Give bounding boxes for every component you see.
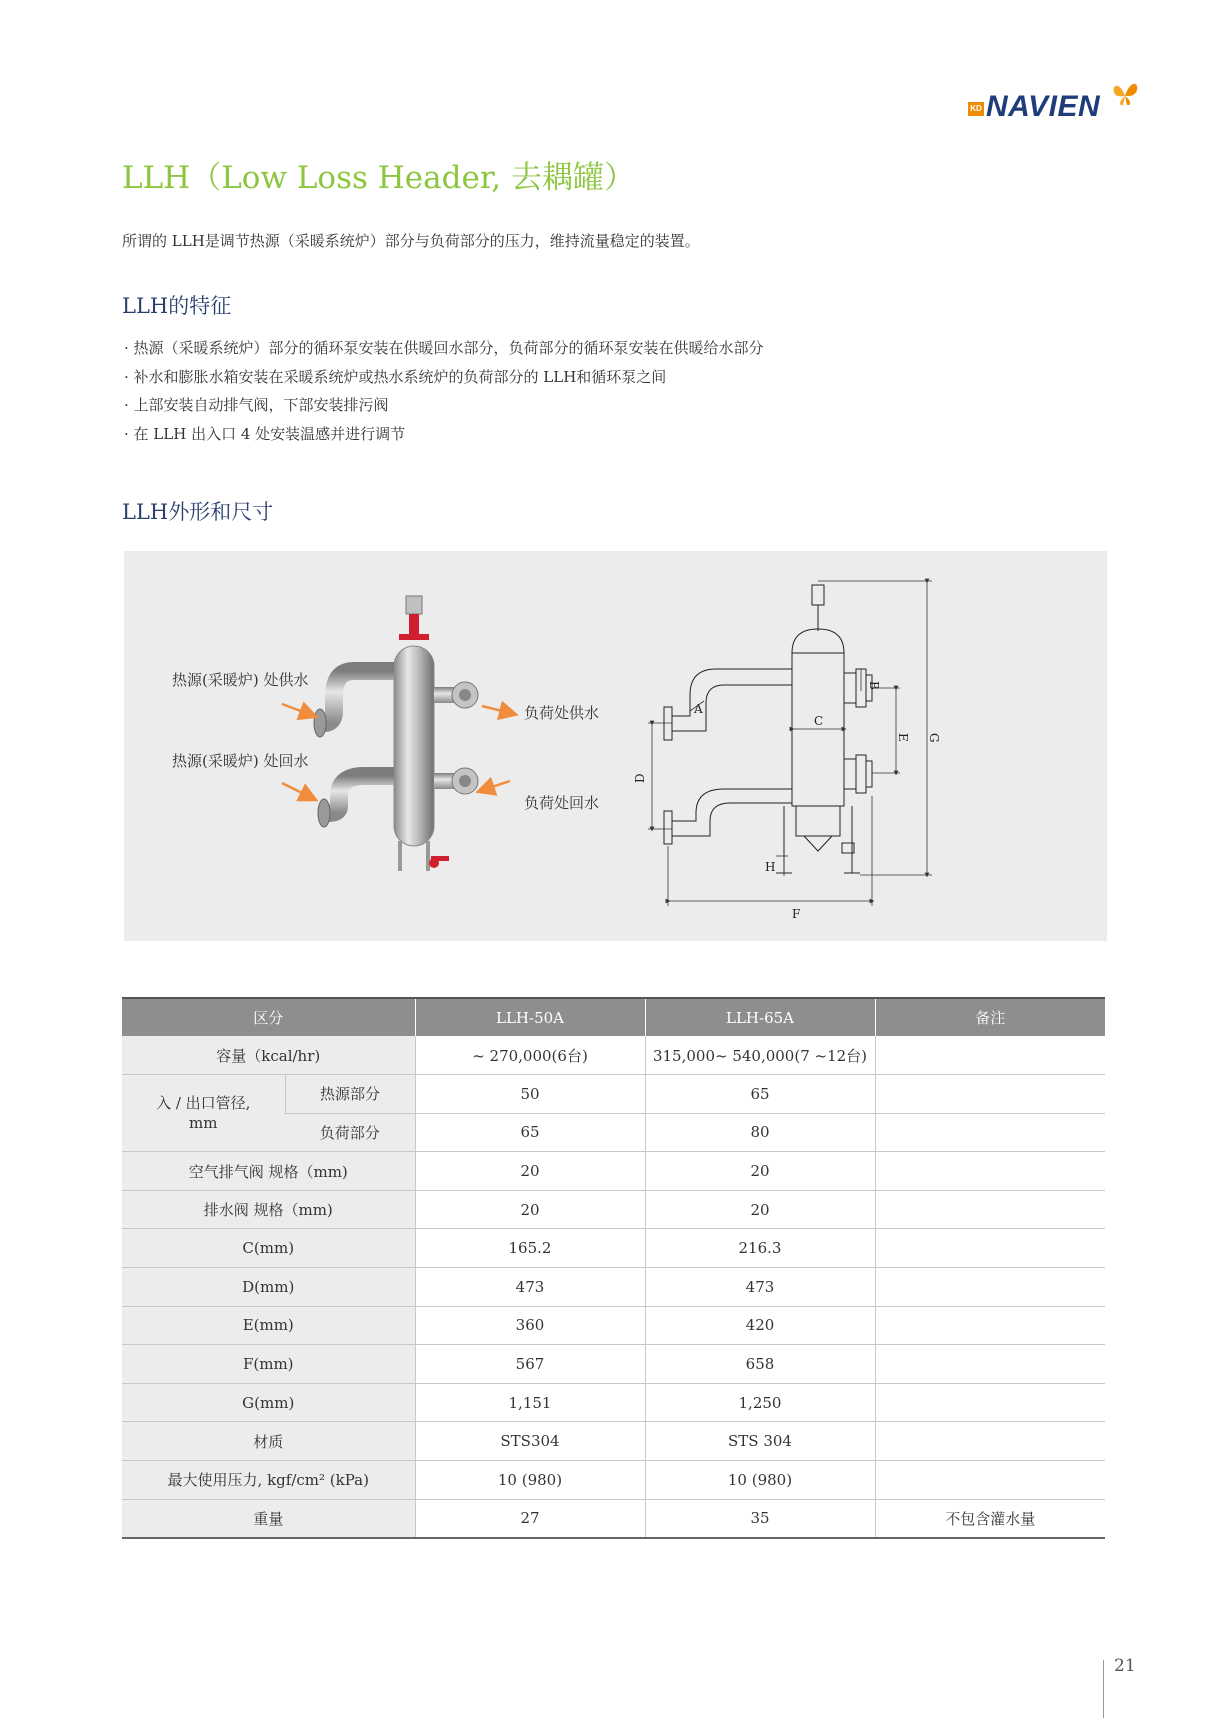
row-label: C(mm) <box>122 1229 415 1268</box>
cell-note <box>875 1345 1105 1384</box>
table-row <box>122 1268 1105 1307</box>
cell-65a: 473 <box>645 1268 875 1307</box>
cell-note <box>875 1268 1105 1307</box>
row-label: 空气排气阀 规格（mm) <box>122 1152 415 1191</box>
cell-50a: 10 (980) <box>415 1461 645 1500</box>
cell-note <box>875 1461 1105 1500</box>
dim-g: G <box>927 733 941 743</box>
cell-50a: 50 <box>415 1075 645 1114</box>
table-row <box>122 1499 1105 1538</box>
cell-50a: ~ 270,000(6台) <box>415 1036 645 1075</box>
cell-65a: 315,000~ 540,000(7 ~12台) <box>645 1036 875 1075</box>
cell-note: 不包含灌水量 <box>875 1499 1105 1538</box>
page-divider <box>1103 1660 1104 1718</box>
llh-illustration <box>124 551 1107 941</box>
row-label: 重量 <box>122 1499 415 1538</box>
table-header-row <box>122 998 1105 1036</box>
cell-50a: 360 <box>415 1306 645 1345</box>
list-item: · 上部安装自动排气阀，下部安装排污阀 <box>124 396 389 414</box>
table-row <box>122 1306 1105 1345</box>
dim-e: E <box>896 733 910 742</box>
row-label: D(mm) <box>122 1268 415 1307</box>
arrow-load-return <box>480 781 510 791</box>
cell-note <box>875 1306 1105 1345</box>
header-note: 备注 <box>875 998 1105 1036</box>
list-item: · 补水和膨胀水箱安装在采暖系统炉或热水系统炉的负荷部分的 LLH和循环泵之间 <box>124 367 667 386</box>
cell-50a: 20 <box>415 1190 645 1229</box>
dim-c: C <box>814 714 824 728</box>
cell-note <box>875 1383 1105 1422</box>
cell-65a: 420 <box>645 1306 875 1345</box>
row-label: 热源部分 <box>285 1075 415 1114</box>
table-row <box>122 1190 1105 1229</box>
dim-a: A <box>694 702 703 716</box>
cell-50a: 65 <box>415 1113 645 1152</box>
cell-note <box>875 1229 1105 1268</box>
table-row <box>122 1036 1105 1075</box>
features-list <box>124 334 764 448</box>
list-item: · 在 LLH 出入口 4 处安装温感并进行调节 <box>124 424 406 443</box>
cell-note <box>875 1036 1105 1075</box>
dimensions-title: LLH外形和尺寸 <box>122 500 274 524</box>
cell-50a: 1,151 <box>415 1383 645 1422</box>
table-row <box>122 1075 1105 1114</box>
table-row <box>122 1383 1105 1422</box>
table-row <box>122 1152 1105 1191</box>
logo-badge: KD <box>968 102 984 116</box>
cell-65a: 10 (980) <box>645 1461 875 1500</box>
dim-h: H <box>765 860 776 874</box>
dim-b: B <box>867 681 881 690</box>
logo-wordmark: NAVIEN <box>986 90 1101 123</box>
pipe-group-label: 入 / 出口管径, mm <box>122 1075 285 1152</box>
table-row <box>122 1229 1105 1268</box>
llh-figure <box>124 551 1107 941</box>
butterfly-icon <box>1110 78 1140 108</box>
row-label: 负荷部分 <box>285 1113 415 1152</box>
list-item: · 热源（采暖系统炉）部分的循环泵安装在供暖回水部分，负荷部分的循环泵安装在供暖给水部分 <box>124 339 764 357</box>
row-label: 最大使用压力, kgf/cm² (kPa) <box>122 1461 415 1500</box>
cell-65a: 20 <box>645 1152 875 1191</box>
cell-65a: 658 <box>645 1345 875 1384</box>
header-category: 区分 <box>122 998 415 1036</box>
header-llh-50a: LLH-50A <box>415 998 645 1036</box>
cell-50a: 27 <box>415 1499 645 1538</box>
label-heat-return: 热源(采暖炉) 处回水 <box>172 752 309 770</box>
cell-65a: 80 <box>645 1113 875 1152</box>
label-heat-supply: 热源(采暖炉) 处供水 <box>172 671 309 689</box>
table-row <box>122 1345 1105 1384</box>
spec-table <box>122 997 1105 1539</box>
row-label: 排水阀 规格（mm) <box>122 1190 415 1229</box>
cell-50a: 473 <box>415 1268 645 1307</box>
intro-text: 所谓的 LLH是调节热源（采暖系统炉）部分与负荷部分的压力，维持流量稳定的装置。 <box>122 232 700 250</box>
llh-render <box>314 596 478 871</box>
cell-50a: 20 <box>415 1152 645 1191</box>
label-load-return: 负荷处回水 <box>524 794 600 812</box>
cell-note <box>875 1113 1105 1152</box>
cell-note <box>875 1152 1105 1191</box>
row-label: 材质 <box>122 1422 415 1461</box>
table-row <box>122 1422 1105 1461</box>
cell-note <box>875 1422 1105 1461</box>
dim-d: D <box>633 773 647 783</box>
cell-50a: STS304 <box>415 1422 645 1461</box>
table-row <box>122 1461 1105 1500</box>
cell-note <box>875 1190 1105 1229</box>
cell-50a: 567 <box>415 1345 645 1384</box>
cell-65a: 35 <box>645 1499 875 1538</box>
row-label: E(mm) <box>122 1306 415 1345</box>
page-number: 21 <box>1114 1656 1136 1676</box>
arrow-heat-supply <box>282 704 314 716</box>
dim-f: F <box>792 907 801 921</box>
cell-50a: 165.2 <box>415 1229 645 1268</box>
cell-65a: STS 304 <box>645 1422 875 1461</box>
row-label: F(mm) <box>122 1345 415 1384</box>
row-label: 容量（kcal/hr) <box>122 1036 415 1075</box>
label-load-supply: 负荷处供水 <box>524 704 600 722</box>
cell-65a: 216.3 <box>645 1229 875 1268</box>
page-title: LLH（Low Loss Header, 去耦罐） <box>122 160 635 196</box>
row-label: G(mm) <box>122 1383 415 1422</box>
arrow-heat-return <box>282 783 314 799</box>
navien-logo <box>962 78 1142 124</box>
cell-65a: 65 <box>645 1075 875 1114</box>
arrow-load-supply <box>482 706 514 714</box>
cell-65a: 20 <box>645 1190 875 1229</box>
header-llh-65a: LLH-65A <box>645 998 875 1036</box>
cell-note <box>875 1075 1105 1114</box>
features-title: LLH的特征 <box>122 294 232 318</box>
cell-65a: 1,250 <box>645 1383 875 1422</box>
